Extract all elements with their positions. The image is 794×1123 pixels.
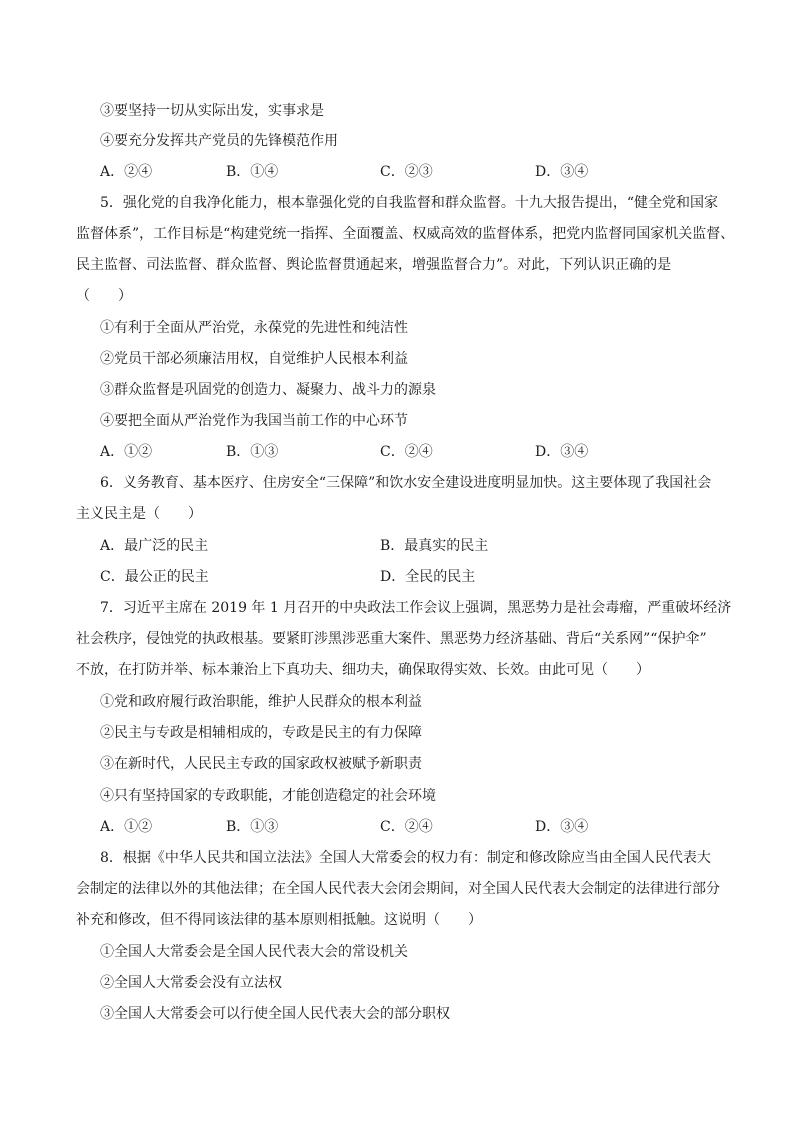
q4-item-4: ④要充分发挥共产党员的先锋模范作用 xyxy=(100,133,338,149)
q5-option-d: D．③④ xyxy=(535,444,589,460)
q6-stem-line-2: 主义民主是（ ） xyxy=(76,506,202,522)
q8-item-1: ①全国人大常委会是全国人民代表大会的常设机关 xyxy=(100,944,408,960)
q8-item-3: ③全国人大常委会可以行使全国人民代表大会的部分职权 xyxy=(100,1006,450,1022)
q4-option-b: B．①④ xyxy=(226,164,279,180)
q7-stem-line-3: 不放，在打防并举、标本兼治上下真功夫、细功夫，确保取得实效、长效。由此可见（ ） xyxy=(76,662,650,678)
q4-option-d: D．③④ xyxy=(535,164,589,180)
q5-item-3: ③群众监督是巩固党的创造力、凝聚力、战斗力的源泉 xyxy=(100,382,436,398)
q7-item-1: ①党和政府履行政治职能，维护人民群众的根本利益 xyxy=(100,694,422,710)
q5-item-4: ④要把全面从严治党作为我国当前工作的中心环节 xyxy=(100,413,408,429)
q8-stem-line-2: 会制定的法律以外的其他法律；在全国人民代表大会闭会期间，对全国人民代表大会制定的法律进行部分 xyxy=(76,881,720,897)
q7-option-b: B．①③ xyxy=(226,819,279,835)
q8-item-2: ②全国人大常委会没有立法权 xyxy=(100,975,282,991)
q5-stem-line-4: （ ） xyxy=(76,288,132,304)
q7-item-3: ③在新时代，人民民主专政的国家政权被赋予新职责 xyxy=(100,756,422,772)
q6-option-c: C．最公正的民主 xyxy=(100,569,209,585)
q7-item-4: ④只有坚持国家的专政职能，才能创造稳定的社会环境 xyxy=(100,788,436,804)
q7-stem-line-2: 社会秩序，侵蚀党的执政根基。要紧盯涉黑涉恶重大案件、黑恶势力经济基础、背后“关系网”“保护伞” xyxy=(76,631,707,647)
q6-stem-line-1: 6．义务教育、基本医疗、住房安全“三保障”和饮水安全建设进度明显加快。这主要体现了我国社会 xyxy=(100,475,712,491)
q7-item-2: ②民主与专政是相辅相成的，专政是民主的有力保障 xyxy=(100,725,422,741)
q7-option-a: A．①② xyxy=(100,819,153,835)
q6-option-d: D．全民的民主 xyxy=(380,569,476,585)
q4-option-a: A．②④ xyxy=(100,164,153,180)
q7-option-c: C．②④ xyxy=(380,819,433,835)
q5-option-a: A．①② xyxy=(100,444,153,460)
q4-item-3: ③要坚持一切从实际出发，实事求是 xyxy=(100,103,324,119)
q8-stem-line-3: 补充和修改，但不得同该法律的基本原则相抵触。这说明（ ） xyxy=(76,912,482,928)
q5-stem-line-3: 民主监督、司法监督、群众监督、舆论监督贯通起来，增强监督合力”。对此，下列认识正确的是 xyxy=(76,257,672,273)
q7-option-d: D．③④ xyxy=(535,819,589,835)
q6-option-a: A．最广泛的民主 xyxy=(100,538,209,554)
q8-stem-line-1: 8．根据《中华人民共和国立法法》全国人大常委会的权力有：制定和修改除应当由全国人民代表大 xyxy=(100,850,711,866)
q5-item-1: ①有利于全面从严治党，永葆党的先进性和纯洁性 xyxy=(100,320,408,336)
q5-item-2: ②党员干部必须廉洁用权，自觉维护人民根本利益 xyxy=(100,351,408,367)
q6-option-b: B．最真实的民主 xyxy=(380,538,489,554)
q5-stem-line-1: 5．强化党的自我净化能力，根本靠强化党的自我监督和群众监督。十九大报告提出，“健全党和国家 xyxy=(100,195,719,211)
q5-option-c: C．②④ xyxy=(380,444,433,460)
q7-stem-line-1: 7．习近平主席在 2019 年 1 月召开的中央政法工作会议上强调，黑恶势力是社会毒瘤，严重破坏经济 xyxy=(100,600,732,616)
q5-option-b: B．①③ xyxy=(226,444,279,460)
q5-stem-line-2: 监督体系”，工作目标是“构建党统一指挥、全面覆盖、权威高效的监督体系，把党内监督同国家机关监督、 xyxy=(76,226,735,242)
q4-option-c: C．②③ xyxy=(380,164,433,180)
